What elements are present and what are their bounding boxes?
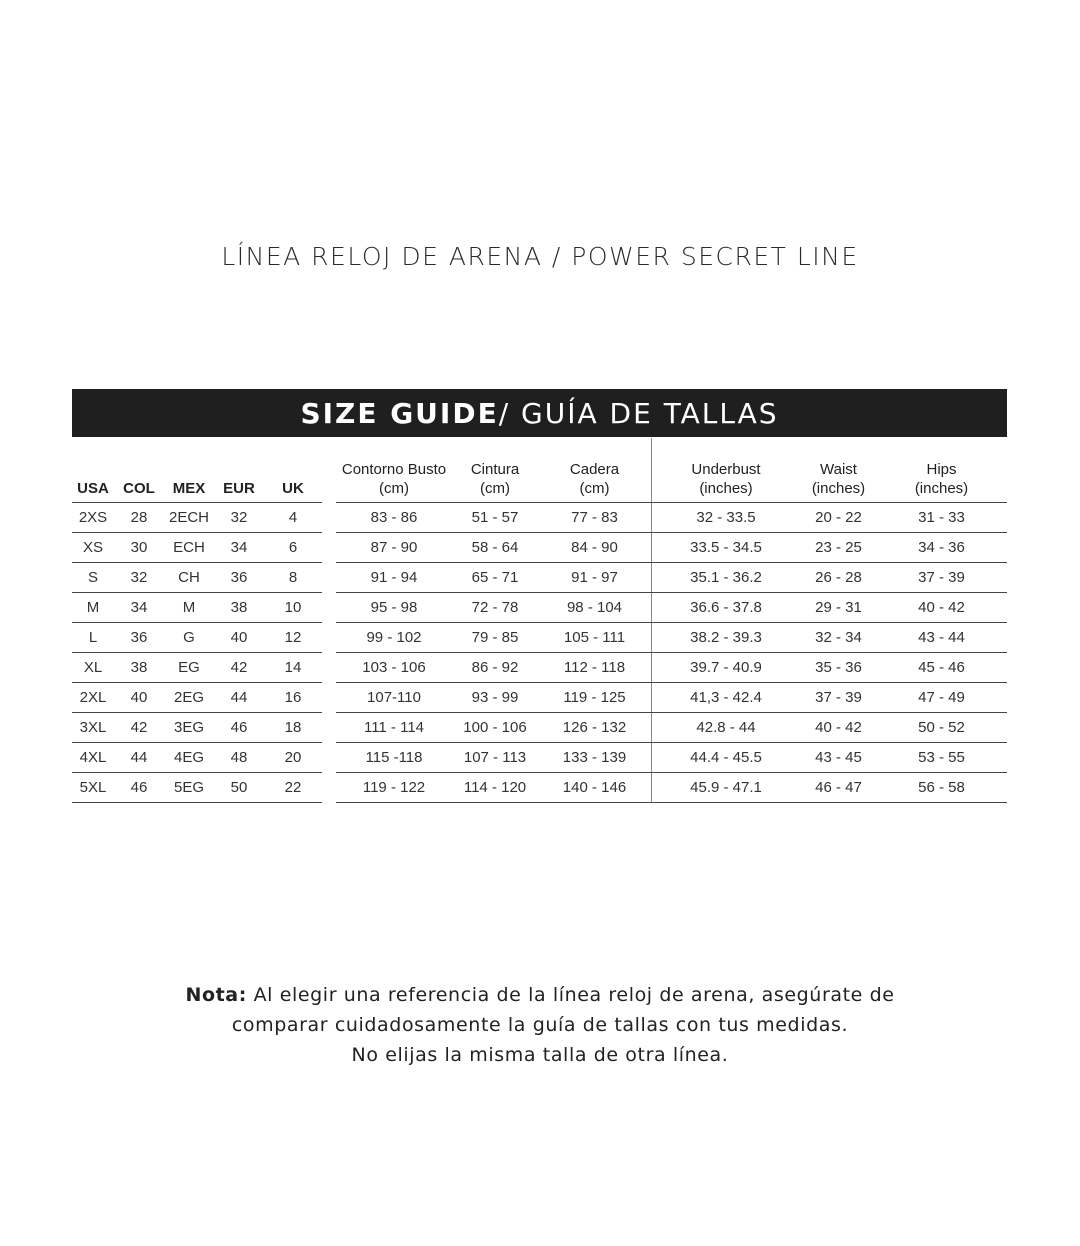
table-cell: 10 xyxy=(264,593,322,623)
table-cell: 58 - 64 xyxy=(452,533,538,563)
table-cell: 20 - 22 xyxy=(801,503,876,533)
inches-row xyxy=(651,623,1007,653)
table-cell: 38.2 - 39.3 xyxy=(651,623,801,653)
cm-row xyxy=(336,653,651,683)
cm-row xyxy=(336,623,651,653)
table-cell: 65 - 71 xyxy=(452,563,538,593)
table-cell: 84 - 90 xyxy=(538,533,651,563)
note-label: Nota: xyxy=(185,984,247,1006)
table-cell: ECH xyxy=(164,533,214,563)
cm-row xyxy=(336,533,651,563)
table-cell: 103 - 106 xyxy=(336,653,452,683)
inches-table-header-row xyxy=(651,438,1007,503)
table-cell: 107 - 113 xyxy=(452,743,538,773)
table-cell: 37 - 39 xyxy=(801,683,876,713)
table-cell: 83 - 86 xyxy=(336,503,452,533)
table-cell: 100 - 106 xyxy=(452,713,538,743)
table-cell: 8 xyxy=(264,563,322,593)
table-cell: 140 - 146 xyxy=(538,773,651,803)
inches-row xyxy=(651,533,1007,563)
table-cell: 36 xyxy=(114,623,164,653)
table-cell: 28 xyxy=(114,503,164,533)
inches-row xyxy=(651,563,1007,593)
table-cell: EG xyxy=(164,653,214,683)
table-cell: 91 - 94 xyxy=(336,563,452,593)
table-cell: S xyxy=(72,563,114,593)
inches-measurements-table xyxy=(651,438,1007,803)
table-cell: 98 - 104 xyxy=(538,593,651,623)
table-cell: 20 xyxy=(264,743,322,773)
header-hips xyxy=(876,438,1007,503)
cm-row xyxy=(336,713,651,743)
table-cell: 22 xyxy=(264,773,322,803)
table-cell: 40 - 42 xyxy=(876,593,1007,623)
table-cell: 86 - 92 xyxy=(452,653,538,683)
cm-row xyxy=(336,683,651,713)
inches-row xyxy=(651,503,1007,533)
table-cell: 48 xyxy=(214,743,264,773)
table-cell: 32 xyxy=(114,563,164,593)
table-cell: 44 xyxy=(114,743,164,773)
table-cell: 4 xyxy=(264,503,322,533)
table-cell: 34 - 36 xyxy=(876,533,1007,563)
table-cell: 40 xyxy=(114,683,164,713)
size-note xyxy=(0,980,1080,1070)
table-cell: 31 - 33 xyxy=(876,503,1007,533)
table-cell: 45 - 46 xyxy=(876,653,1007,683)
table-cell: 46 xyxy=(114,773,164,803)
header-unit: (cm) xyxy=(379,480,409,497)
inches-row xyxy=(651,683,1007,713)
table-cell: 47 - 49 xyxy=(876,683,1007,713)
table-cell: 53 - 55 xyxy=(876,743,1007,773)
header-name: Cadera xyxy=(569,461,620,478)
table-cell: 111 - 114 xyxy=(336,713,452,743)
table-cell: 4EG xyxy=(164,743,214,773)
header-name: Waist xyxy=(820,461,857,478)
cm-row xyxy=(336,773,651,803)
table-cell: 36.6 - 37.8 xyxy=(651,593,801,623)
table-cell: 5EG xyxy=(164,773,214,803)
cm-table-header-row xyxy=(336,438,651,503)
table-cell: 5XL xyxy=(72,773,114,803)
table-cell: 115 -118 xyxy=(336,743,452,773)
table-cell: 91 - 97 xyxy=(538,563,651,593)
table-cell: 119 - 125 xyxy=(538,683,651,713)
header-unit: (cm) xyxy=(579,480,610,497)
cm-row xyxy=(336,593,651,623)
table-cell: 40 xyxy=(214,623,264,653)
table-cell: M xyxy=(72,593,114,623)
table-cell: 23 - 25 xyxy=(801,533,876,563)
cm-row xyxy=(336,743,651,773)
size-row xyxy=(72,743,322,773)
table-cell: 43 - 44 xyxy=(876,623,1007,653)
table-cell: 112 - 118 xyxy=(538,653,651,683)
table-cell: 2XS xyxy=(72,503,114,533)
table-cell: 29 - 31 xyxy=(801,593,876,623)
header-name: Underbust xyxy=(691,461,761,478)
inches-row xyxy=(651,653,1007,683)
table-cell: M xyxy=(164,593,214,623)
size-row xyxy=(72,683,322,713)
table-cell: 40 - 42 xyxy=(801,713,876,743)
table-cell: 46 - 47 xyxy=(801,773,876,803)
header-uk: UK xyxy=(264,438,322,503)
table-cell: 77 - 83 xyxy=(538,503,651,533)
table-cell: 2EG xyxy=(164,683,214,713)
table-cell: 87 - 90 xyxy=(336,533,452,563)
size-row xyxy=(72,533,322,563)
inches-row xyxy=(651,743,1007,773)
table-cell: 126 - 132 xyxy=(538,713,651,743)
note-line-3: No elijas la misma talla de otra línea. xyxy=(351,1044,729,1066)
table-cell: 34 xyxy=(214,533,264,563)
table-cell: 34 xyxy=(114,593,164,623)
header-unit: (cm) xyxy=(480,480,510,497)
table-cell: 51 - 57 xyxy=(452,503,538,533)
table-cell: 93 - 99 xyxy=(452,683,538,713)
header-unit: (inches) xyxy=(914,480,969,497)
table-cell: 46 xyxy=(214,713,264,743)
size-row xyxy=(72,593,322,623)
note-line-2: comparar cuidadosamente la guía de tallas con tus medidas. xyxy=(231,1014,849,1036)
table-cell: 107-110 xyxy=(336,683,452,713)
cm-row xyxy=(336,503,651,533)
table-cell: 4XL xyxy=(72,743,114,773)
size-equivalence-table xyxy=(72,438,322,803)
header-name: Hips xyxy=(926,461,957,478)
table-cell: 30 xyxy=(114,533,164,563)
size-row xyxy=(72,623,322,653)
table-cell: 42.8 - 44 xyxy=(651,713,801,743)
table-cell: CH xyxy=(164,563,214,593)
table-cell: 35 - 36 xyxy=(801,653,876,683)
size-row xyxy=(72,563,322,593)
table-cell: 37 - 39 xyxy=(876,563,1007,593)
table-cell: 79 - 85 xyxy=(452,623,538,653)
header-col: COL xyxy=(114,438,164,503)
table-cell: G xyxy=(164,623,214,653)
header-cintura xyxy=(452,438,538,503)
table-cell: 43 - 45 xyxy=(801,743,876,773)
banner-title-rest: / GUÍA DE TALLAS xyxy=(498,396,779,430)
inches-row xyxy=(651,593,1007,623)
header-waist xyxy=(801,438,876,503)
table-cell: 32 xyxy=(214,503,264,533)
header-name: Cintura xyxy=(470,461,520,478)
table-cell: 38 xyxy=(214,593,264,623)
table-cell: 2XL xyxy=(72,683,114,713)
table-cell: 44 xyxy=(214,683,264,713)
table-cell: XS xyxy=(72,533,114,563)
table-cell: 50 xyxy=(214,773,264,803)
table-cell: L xyxy=(72,623,114,653)
table-cell: 6 xyxy=(264,533,322,563)
table-cell: 105 - 111 xyxy=(538,623,651,653)
table-cell: 42 xyxy=(114,713,164,743)
table-cell: 50 - 52 xyxy=(876,713,1007,743)
size-guide-banner xyxy=(72,389,1007,437)
table-cell: 95 - 98 xyxy=(336,593,452,623)
table-cell: 133 - 139 xyxy=(538,743,651,773)
header-name: Contorno Busto xyxy=(341,461,447,478)
table-cell: 32 - 33.5 xyxy=(651,503,801,533)
table-cell: 41,3 - 42.4 xyxy=(651,683,801,713)
table-cell: 16 xyxy=(264,683,322,713)
table-cell: 33.5 - 34.5 xyxy=(651,533,801,563)
table-cell: 3EG xyxy=(164,713,214,743)
table-cell: 45.9 - 47.1 xyxy=(651,773,801,803)
header-usa: USA xyxy=(72,438,114,503)
table-cell: 3XL xyxy=(72,713,114,743)
table-cell: 114 - 120 xyxy=(452,773,538,803)
line-title: LÍNEA RELOJ DE ARENA / POWER SECRET LINE xyxy=(221,242,859,271)
size-row xyxy=(72,653,322,683)
banner-title-bold: SIZE GUIDE xyxy=(300,396,499,430)
note-text-1: Al elegir una referencia de la línea reloj de arena, asegúrate de xyxy=(246,984,895,1006)
table-cell: 99 - 102 xyxy=(336,623,452,653)
table-cell: 56 - 58 xyxy=(876,773,1007,803)
header-eur: EUR xyxy=(214,438,264,503)
inches-row xyxy=(651,713,1007,743)
note-line-1 xyxy=(0,980,1080,1010)
table-cell: 35.1 - 36.2 xyxy=(651,563,801,593)
cm-row xyxy=(336,563,651,593)
size-row xyxy=(72,503,322,533)
size-table-header-row xyxy=(72,438,322,503)
size-row xyxy=(72,713,322,743)
header-mex: MEX xyxy=(164,438,214,503)
header-cadera xyxy=(538,438,651,503)
table-cell: 42 xyxy=(214,653,264,683)
table-cell: 36 xyxy=(214,563,264,593)
size-row xyxy=(72,773,322,803)
inches-row xyxy=(651,773,1007,803)
table-cell: 44.4 - 45.5 xyxy=(651,743,801,773)
header-unit: (inches) xyxy=(811,480,866,497)
table-cell: 26 - 28 xyxy=(801,563,876,593)
table-cell: 39.7 - 40.9 xyxy=(651,653,801,683)
table-cell: XL xyxy=(72,653,114,683)
table-cell: 38 xyxy=(114,653,164,683)
header-unit: (inches) xyxy=(699,480,753,497)
table-cell: 2ECH xyxy=(164,503,214,533)
header-contorno-busto xyxy=(336,438,452,503)
table-cell: 32 - 34 xyxy=(801,623,876,653)
table-cell: 119 - 122 xyxy=(336,773,452,803)
table-cell: 18 xyxy=(264,713,322,743)
cm-measurements-table xyxy=(336,438,651,803)
header-underbust xyxy=(651,438,801,503)
table-cell: 72 - 78 xyxy=(452,593,538,623)
table-cell: 12 xyxy=(264,623,322,653)
table-cell: 14 xyxy=(264,653,322,683)
